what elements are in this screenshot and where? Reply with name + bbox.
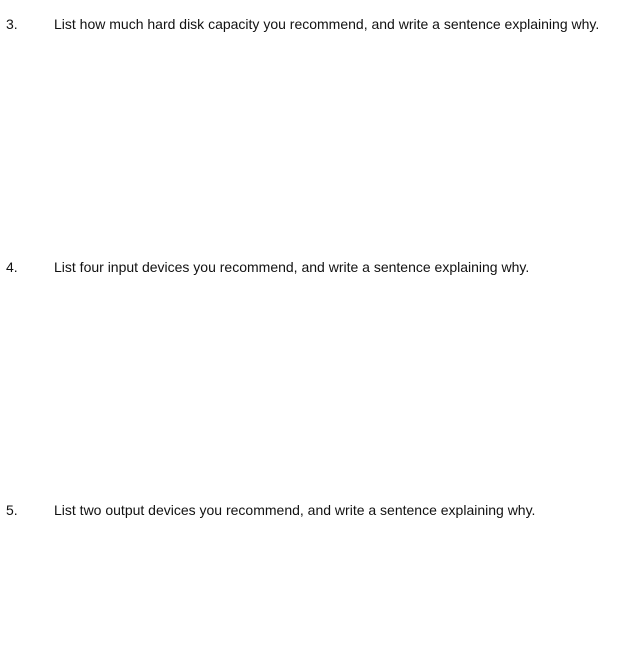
- question-4: [0, 257, 643, 277]
- question-text: List how much hard disk capacity you recommend, and write a sentence explaining why.: [54, 16, 600, 32]
- question-number: 5.: [6, 502, 18, 518]
- question-text: List four input devices you recommend, and write a sentence explaining why.: [54, 259, 530, 275]
- question-3: [0, 14, 643, 34]
- question-number: 3.: [6, 16, 18, 32]
- question-5: [0, 500, 643, 520]
- question-number: 4.: [6, 259, 18, 275]
- question-text: List two output devices you recommend, and write a sentence explaining why.: [54, 502, 536, 518]
